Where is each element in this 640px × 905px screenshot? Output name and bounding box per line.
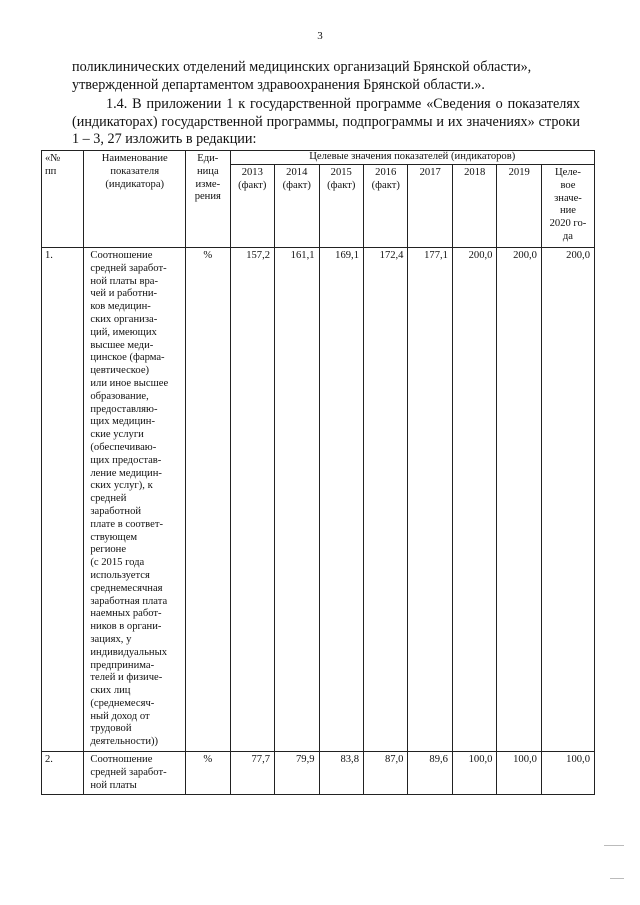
value-2019: 100,0 [497, 752, 541, 795]
header-target-values: Целевые значения показателей (индикаторов) [230, 151, 594, 165]
value-2016: 87,0 [364, 752, 408, 795]
header-year-2013: 2013 (факт) [230, 165, 274, 248]
row-num: 2. [42, 752, 84, 795]
scan-edge-mark [610, 878, 624, 879]
scan-edge-mark [604, 845, 624, 846]
value-2013: 157,2 [230, 248, 274, 752]
header-unit: Еди- ница изме- рения [186, 151, 230, 248]
header-name: Наименование показателя (индикатора) [84, 151, 186, 248]
value-2018: 200,0 [452, 248, 496, 752]
value-2014: 161,1 [275, 248, 319, 752]
value-2019: 200,0 [497, 248, 541, 752]
value-2016: 172,4 [364, 248, 408, 752]
row-unit: % [186, 752, 230, 795]
value-2020: 200,0 [541, 248, 594, 752]
value-2014: 79,9 [275, 752, 319, 795]
header-year-2017: 2017 [408, 165, 452, 248]
header-target-2020: Целе- вое значе- ние 2020 го- да [541, 165, 594, 248]
value-2015: 169,1 [319, 248, 363, 752]
header-year-2015: 2015 (факт) [319, 165, 363, 248]
header-year-2014: 2014 (факт) [275, 165, 319, 248]
indicators-table [41, 150, 595, 795]
table-row [42, 752, 595, 795]
paragraph-amendment-text: 1.4. В приложении 1 к государственной программе «Сведения о показателях (индикаторах) государственной программы, подпрограммы и их значениях» строки 1 – 3, 27 изложить в редакции: [72, 96, 580, 147]
paragraph-continuation: поликлинических отделений медицинских организаций Брянской области», утвержденной департаментом здравоохранения Брянской области.». [72, 59, 532, 93]
value-2013: 77,7 [230, 752, 274, 795]
paragraph-amendment [72, 96, 580, 149]
value-2020: 100,0 [541, 752, 594, 795]
page-number: 3 [317, 30, 323, 42]
header-row-1 [42, 151, 595, 165]
row-indicator-name: Соотношение средней заработ- ной платы вра- чей и работни- ков медицин- ских организа- ций, имеющих высшее меди- цинское (фарма- цевтическое) или иное высшее образование, предоставляю- щих медицин- ские услуги (обеспечиваю- щих предостав- ление медицин- ских услуг), к средней заработной плате в соответ- ствующем регионе (с 2015 года используется среднемесячная заработная плата наемных работ- ников в органи- зациях, у индивидуальных предпринима- телей и физиче- ских лиц (среднемесяч- ный доход от трудовой деятельности)) [84, 248, 186, 752]
row-unit: % [186, 248, 230, 752]
row-num: 1. [42, 248, 84, 752]
header-year-2019: 2019 [497, 165, 541, 248]
header-num: «№ пп [42, 151, 84, 248]
header-year-2016: 2016 (факт) [364, 165, 408, 248]
value-2017: 89,6 [408, 752, 452, 795]
value-2018: 100,0 [452, 752, 496, 795]
value-2017: 177,1 [408, 248, 452, 752]
row-indicator-name: Соотношение средней заработ- ной платы [84, 752, 186, 795]
header-year-2018: 2018 [452, 165, 496, 248]
table-row [42, 248, 595, 752]
value-2015: 83,8 [319, 752, 363, 795]
